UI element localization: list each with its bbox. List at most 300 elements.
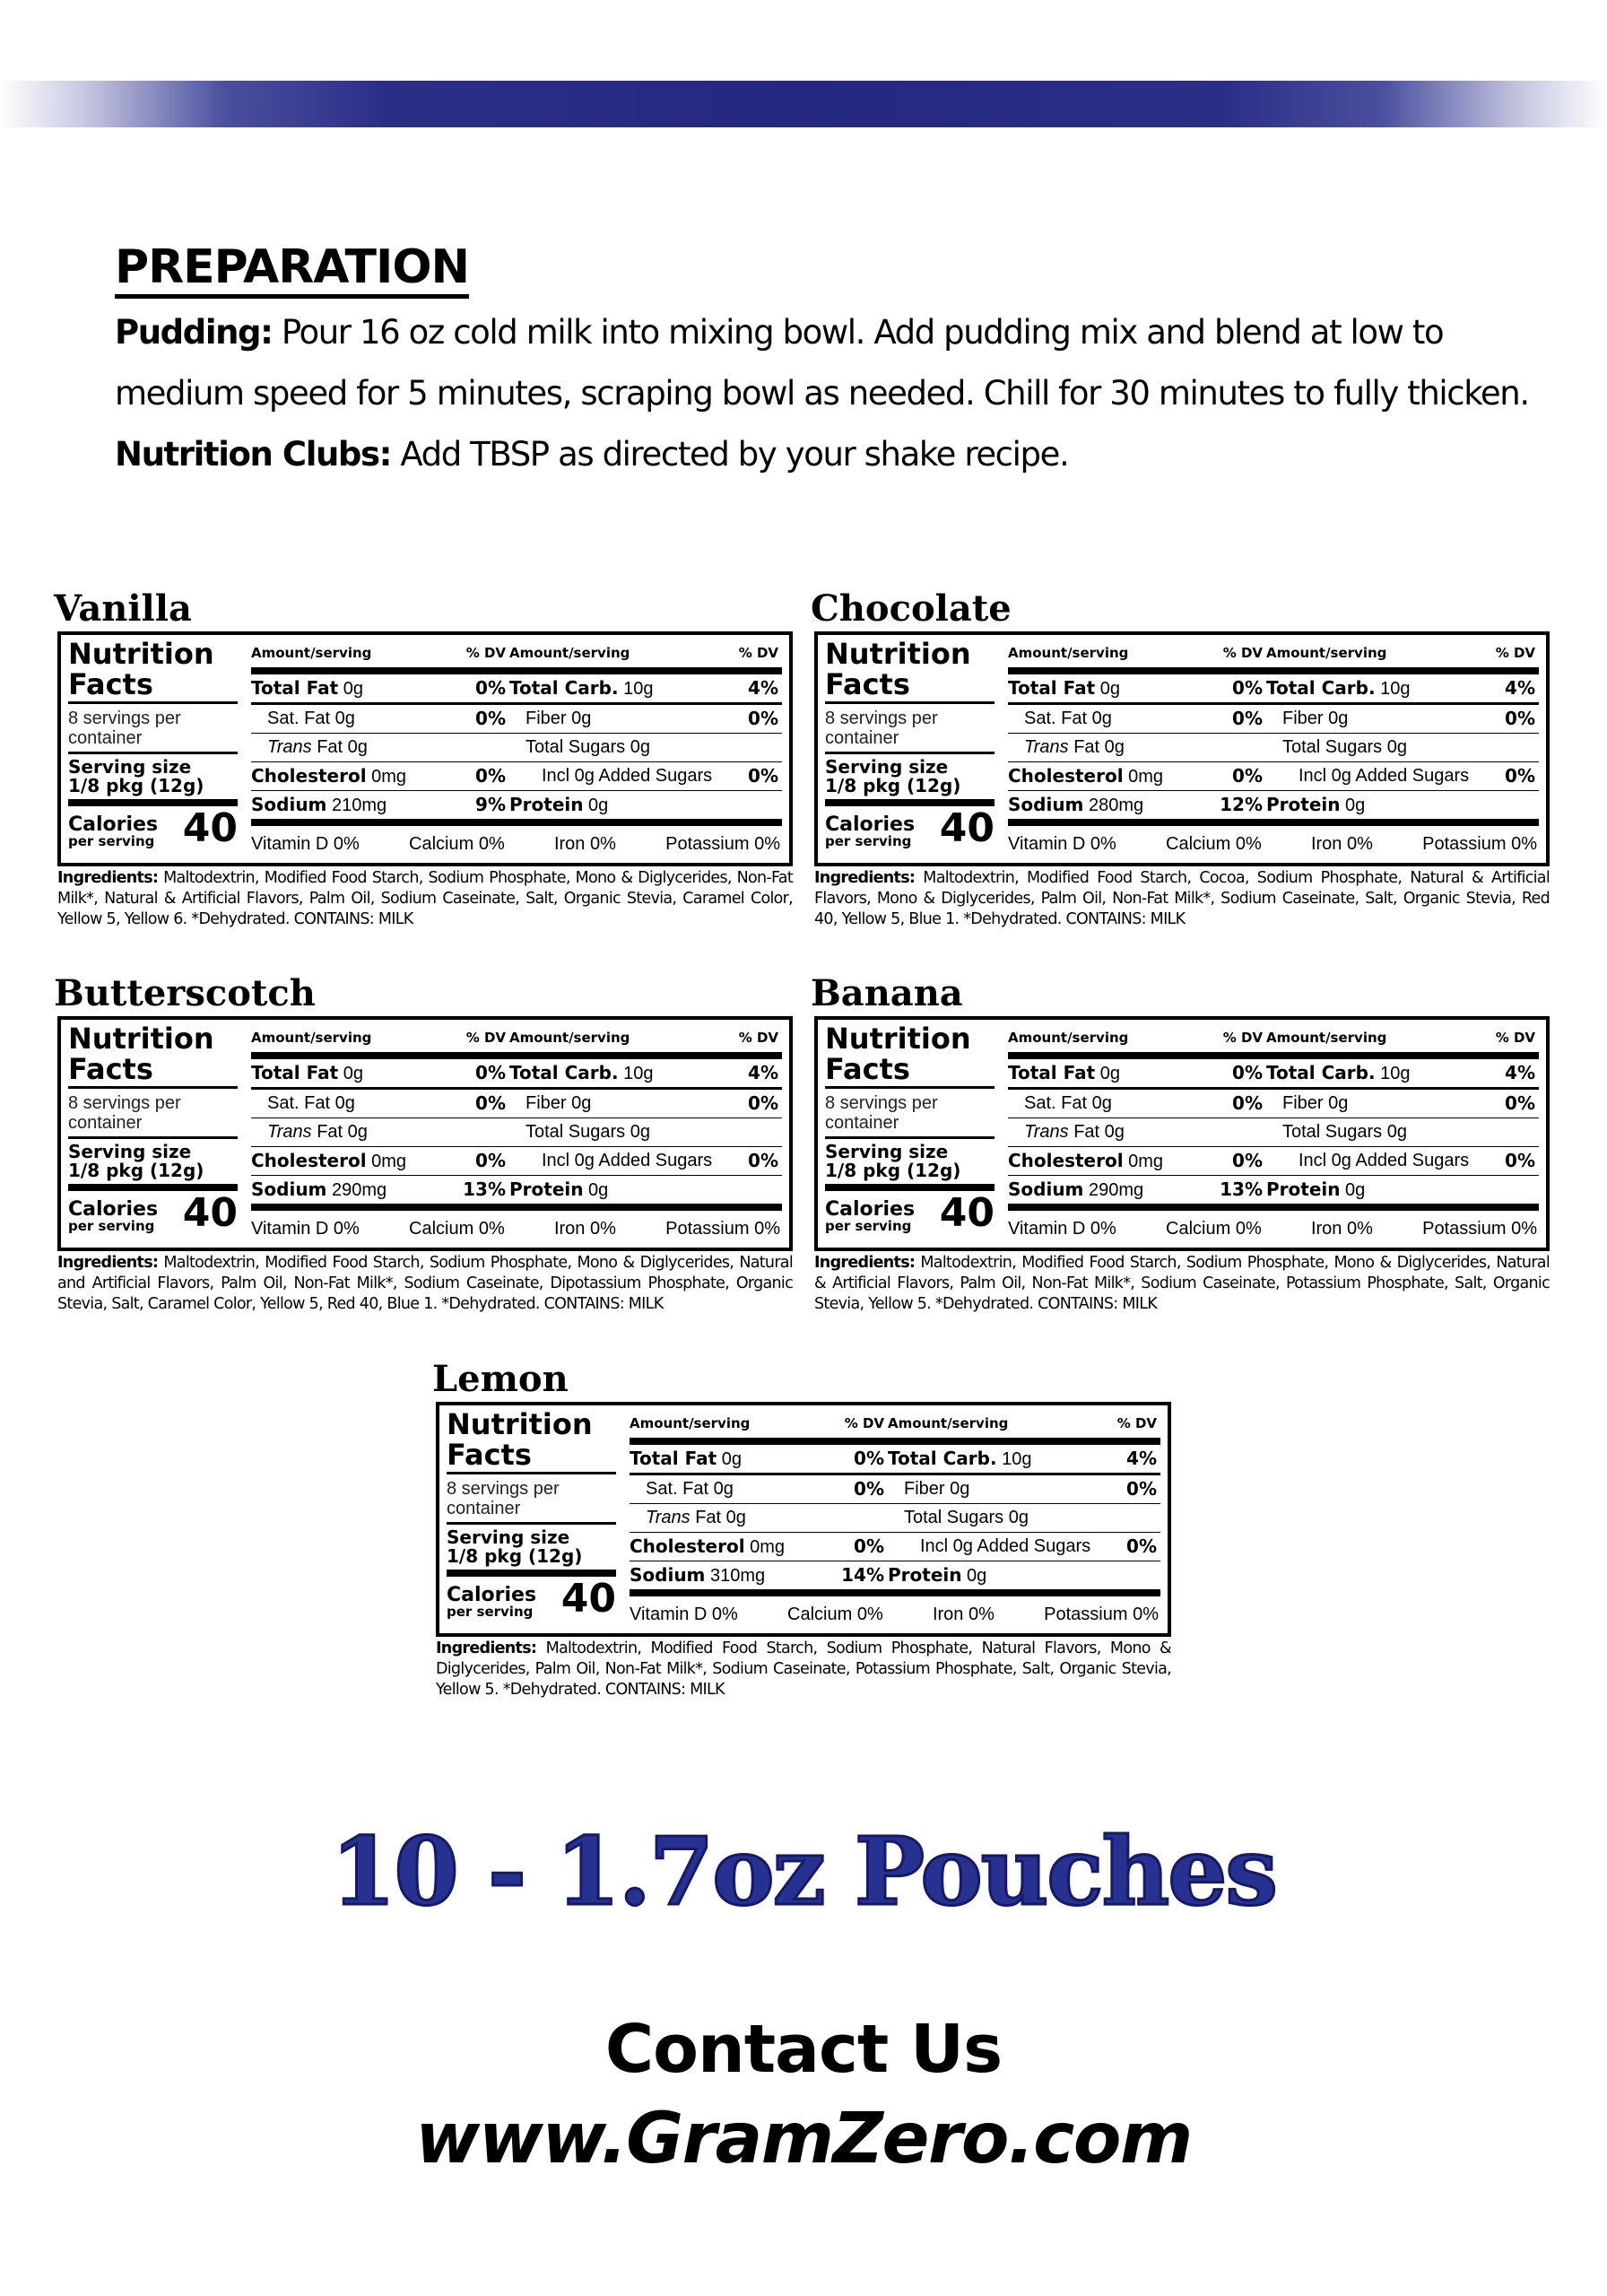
calories-value: 40	[560, 1576, 616, 1622]
dv-header: % DV	[698, 639, 782, 674]
cholesterol-row	[1008, 762, 1194, 791]
calories	[825, 1190, 995, 1236]
sat-fat-dv: 0%	[816, 1475, 888, 1504]
ingredients-label: Ingredients:	[814, 1254, 916, 1272]
servings-per-container: 8 servings per container	[825, 704, 995, 754]
serving-size-value: 1/8 pkg (12g)	[68, 775, 204, 796]
total-carb-amount: 10g	[618, 679, 654, 699]
cholesterol-amount: 0mg	[1123, 767, 1164, 787]
total-fat-dv: 0%	[1194, 1059, 1266, 1090]
total-sugars-row: Total Sugars 0g	[509, 1118, 698, 1147]
vitamin-d: Vitamin D 0%	[630, 1605, 738, 1624]
nutrition-facts-heading: Nutrition Facts	[68, 639, 238, 704]
total-carb-amount: 10g	[1375, 679, 1411, 699]
vitamin-d: Vitamin D 0%	[251, 834, 360, 854]
pouches-headline: 10 - 1.7oz Pouches	[331, 1816, 1276, 1926]
sodium-amount: 290mg	[326, 1180, 387, 1200]
calories-value: 40	[182, 1190, 238, 1236]
amount-header: Amount/serving	[1008, 1023, 1194, 1059]
sodium-row	[1008, 791, 1194, 819]
protein-label: Protein	[509, 1178, 584, 1200]
nutrient-table	[1001, 1020, 1546, 1248]
ingredients-text	[814, 868, 1550, 930]
ingredients-text	[436, 1639, 1171, 1700]
cholesterol-amount: 0mg	[1123, 1152, 1164, 1171]
dv-header: % DV	[1455, 1023, 1539, 1059]
nutrition-summary	[439, 1405, 622, 1633]
nutrition-clubs-instructions: Add TBSP as directed by your shake recipe.	[391, 435, 1069, 474]
cholesterol-label: Cholesterol	[251, 1150, 367, 1171]
amount-header: Amount/serving	[1266, 639, 1455, 674]
total-fat-row	[251, 674, 438, 705]
potassium: Potassium 0%	[665, 834, 780, 854]
nutrition-facts-panel	[814, 631, 1550, 866]
total-fat-dv: 0%	[816, 1445, 888, 1475]
added-sugars-row: Incl 0g Added Sugars	[509, 1147, 698, 1176]
serving-size-label: Serving size	[68, 1141, 192, 1162]
dv-header: % DV	[1194, 1023, 1266, 1059]
nutrition-clubs-label: Nutrition Clubs:	[115, 435, 392, 474]
preparation-section	[115, 240, 1532, 485]
cholesterol-amount: 0mg	[366, 1152, 407, 1171]
protein-dv-blank	[698, 1176, 782, 1204]
protein-dv-blank	[1455, 791, 1539, 819]
top-banner	[0, 81, 1607, 127]
total-sugars-dv-blank	[1076, 1504, 1160, 1533]
total-sugars-row: Total Sugars 0g	[888, 1504, 1076, 1533]
amount-header: Amount/serving	[509, 1023, 698, 1059]
dv-header: % DV	[438, 1023, 509, 1059]
total-sugars-row: Total Sugars 0g	[1266, 1118, 1455, 1147]
flavor-title: Butterscotch	[54, 972, 316, 1014]
protein-dv-blank	[698, 791, 782, 819]
total-carb-dv: 4%	[1455, 1059, 1539, 1090]
ingredients-text	[57, 1253, 793, 1315]
sodium-amount: 280mg	[1083, 796, 1144, 815]
nutrition-facts-heading: Nutrition Facts	[825, 1023, 995, 1089]
sodium-label: Sodium	[1008, 1178, 1084, 1200]
sat-fat-row: Sat. Fat 0g	[251, 1090, 438, 1118]
total-carb-row	[1266, 674, 1455, 705]
ingredients-list: Maltodextrin, Modified Food Starch, Sodium Phosphate, Mono & Diglycerides, Natural & Artificial Flavors, Palm Oil, Non-Fat Milk*, Sodium Caseinate, Potassium Phosphate, Salt, Organic Stevia, Yellow 5. *Dehydrated. CONTAINS: MILK	[814, 1254, 1550, 1313]
ingredients-list: Maltodextrin, Modified Food Starch, Cocoa, Sodium Phosphate, Natural & Artificial Flavors, Mono & Diglycerides, Palm Oil, Non-Fat Milk*, Sodium Caseinate, Salt, Organic Stevia, Red 40, Yellow 5, Blue 1. *Dehydrated. CONTAINS: MILK	[814, 869, 1550, 928]
sat-fat-row: Sat. Fat 0g	[1008, 705, 1194, 734]
per-serving-label: per serving	[68, 833, 155, 849]
per-serving-label: per serving	[825, 833, 912, 849]
fiber-row: Fiber 0g	[1266, 1090, 1455, 1118]
total-fat-amount: 0g	[338, 679, 363, 699]
total-carb-label: Total Carb.	[509, 1062, 619, 1083]
added-sugars-row: Incl 0g Added Sugars	[888, 1533, 1076, 1561]
amount-header: Amount/serving	[1008, 639, 1194, 674]
total-fat-dv: 0%	[438, 1059, 509, 1090]
sodium-row	[251, 791, 438, 819]
nutrition-summary	[61, 1020, 244, 1248]
sat-fat-dv: 0%	[1194, 705, 1266, 734]
amount-header: Amount/serving	[1266, 1023, 1455, 1059]
added-sugars-dv: 0%	[1455, 762, 1539, 791]
sat-fat-row: Sat. Fat 0g	[1008, 1090, 1194, 1118]
sat-fat-dv: 0%	[438, 705, 509, 734]
fiber-dv: 0%	[1076, 1475, 1160, 1504]
calories	[68, 1190, 238, 1236]
total-sugars-dv-blank	[698, 1118, 782, 1147]
nutrition-summary	[818, 1020, 1001, 1248]
flavor-title: Vanilla	[54, 587, 192, 630]
sodium-row	[251, 1176, 438, 1204]
sodium-amount: 290mg	[1083, 1180, 1144, 1200]
protein-label: Protein	[888, 1564, 962, 1586]
cholesterol-label: Cholesterol	[251, 765, 367, 787]
potassium: Potassium 0%	[1422, 1219, 1537, 1239]
total-carb-dv: 4%	[1455, 674, 1539, 705]
cholesterol-label: Cholesterol	[1008, 1150, 1124, 1171]
calories-label-group	[447, 1584, 537, 1620]
cholesterol-amount: 0mg	[366, 767, 407, 787]
ingredients-text	[57, 868, 793, 930]
total-carb-row	[1266, 1059, 1455, 1090]
nutrition-facts-panel	[436, 1402, 1171, 1637]
iron: Iron 0%	[1310, 834, 1373, 854]
cholesterol-dv: 0%	[438, 762, 509, 791]
vitamins-row	[251, 819, 782, 858]
trans-label: Trans	[646, 1508, 691, 1527]
vitamin-d: Vitamin D 0%	[1008, 834, 1116, 854]
dv-header: % DV	[698, 1023, 782, 1059]
serving-size	[68, 1139, 238, 1191]
servings-per-container: 8 servings per container	[68, 704, 238, 754]
nutrition-facts-heading: Nutrition Facts	[68, 1023, 238, 1089]
sodium-row	[1008, 1176, 1194, 1204]
ingredients-label: Ingredients:	[57, 869, 159, 887]
ingredients-list: Maltodextrin, Modified Food Starch, Sodium Phosphate, Natural Flavors, Mono & Diglycerides, Palm Oil, Non-Fat Milk*, Sodium Caseinate, Potassium Phosphate, Salt, Organic Stevia, Yellow 5. *Dehydrated. CONTAINS: MILK	[436, 1639, 1171, 1699]
total-carb-row	[509, 1059, 698, 1090]
trans-label: Trans	[1024, 737, 1069, 757]
trans-fat-row	[1008, 1118, 1194, 1147]
potassium: Potassium 0%	[665, 1219, 780, 1239]
total-fat-row	[630, 1445, 816, 1475]
protein-row	[509, 1176, 698, 1204]
calories-value: 40	[182, 805, 238, 851]
nutrition-facts-panel	[57, 1016, 793, 1251]
trans-fat-row	[251, 1118, 438, 1147]
protein-row	[1266, 1176, 1455, 1204]
preparation-text	[115, 302, 1532, 485]
sodium-label: Sodium	[630, 1564, 706, 1586]
sodium-amount: 210mg	[326, 796, 387, 815]
total-fat-label: Total Fat	[251, 677, 339, 699]
per-serving-label: per serving	[447, 1604, 534, 1620]
total-fat-amount: 0g	[717, 1449, 742, 1469]
protein-amount: 0g	[1340, 1180, 1366, 1200]
trans-fat-row	[630, 1504, 816, 1533]
serving-size-label: Serving size	[825, 1141, 949, 1162]
calcium: Calcium 0%	[409, 834, 505, 854]
amount-header: Amount/serving	[888, 1409, 1076, 1445]
total-carb-dv: 4%	[698, 1059, 782, 1090]
fiber-dv: 0%	[698, 705, 782, 734]
trans-fat-dv-blank	[1194, 734, 1266, 762]
total-fat-amount: 0g	[338, 1064, 363, 1083]
per-serving-label: per serving	[825, 1218, 912, 1234]
vitamins-row	[1008, 1204, 1539, 1243]
serving-size-value: 1/8 pkg (12g)	[825, 775, 961, 796]
ingredients-label: Ingredients:	[436, 1639, 537, 1657]
serving-size-label: Serving size	[447, 1526, 570, 1548]
total-fat-amount: 0g	[1095, 1064, 1120, 1083]
sodium-dv: 13%	[463, 1178, 506, 1200]
fiber-row: Fiber 0g	[509, 705, 698, 734]
total-fat-label: Total Fat	[630, 1448, 717, 1469]
nutrition-summary	[61, 635, 244, 863]
protein-dv-blank	[1076, 1561, 1160, 1589]
vitamin-d: Vitamin D 0%	[251, 1219, 360, 1239]
calories-label-group	[68, 1198, 159, 1234]
ingredients-list: Maltodextrin, Modified Food Starch, Sodium Phosphate, Mono & Diglycerides, Non-Fat Milk*, Natural & Artificial Flavors, Palm Oil, Sodium Caseinate, Salt, Organic Stevia, Caramel Color, Yellow 5, Yellow 6. *Dehydrated. CONTAINS: MILK	[57, 869, 793, 928]
cholesterol-row	[630, 1533, 816, 1561]
total-sugars-dv-blank	[698, 734, 782, 762]
servings-per-container: 8 servings per container	[447, 1474, 616, 1525]
cholesterol-label: Cholesterol	[1008, 765, 1124, 787]
total-carb-row	[509, 674, 698, 705]
sat-fat-row: Sat. Fat 0g	[630, 1475, 816, 1504]
calories-label: Calories	[825, 1198, 916, 1221]
ingredients-label: Ingredients:	[57, 1254, 159, 1272]
protein-label: Protein	[1266, 794, 1341, 815]
dv-header: % DV	[1455, 639, 1539, 674]
flavor-chocolate	[811, 587, 1550, 930]
ingredients-text	[814, 1253, 1550, 1315]
sodium-label: Sodium	[1008, 794, 1084, 815]
cholesterol-row	[251, 762, 438, 791]
trans-fat-row	[1008, 734, 1194, 762]
total-sugars-row: Total Sugars 0g	[509, 734, 698, 762]
flavor-banana	[811, 971, 1550, 1315]
cholesterol-dv: 0%	[1194, 762, 1266, 791]
vitamins-row	[251, 1204, 782, 1243]
nutrition-facts-heading: Nutrition Facts	[447, 1409, 616, 1474]
added-sugars-dv: 0%	[1455, 1147, 1539, 1176]
flavor-butterscotch	[54, 971, 793, 1315]
total-carb-amount: 10g	[996, 1449, 1032, 1469]
sodium-amount: 310mg	[705, 1566, 766, 1586]
total-sugars-dv-blank	[1455, 1118, 1539, 1147]
cholesterol-label: Cholesterol	[630, 1535, 745, 1557]
trans-fat-dv-blank	[438, 1118, 509, 1147]
added-sugars-dv: 0%	[1076, 1533, 1160, 1561]
trans-label: Trans	[267, 737, 312, 757]
ingredients-list: Maltodextrin, Modified Food Starch, Sodium Phosphate, Mono & Diglycerides, Natural and Artificial Flavors, Palm Oil, Non-Fat Milk*, Sodium Caseinate, Dipotassium Phosphate, Organic Stevia, Salt, Caramel Color, Yellow 5, Red 40, Blue 1. *Dehydrated. CONTAINS: MILK	[57, 1254, 793, 1313]
nutrient-table	[244, 1020, 789, 1248]
total-carb-dv: 4%	[1076, 1445, 1160, 1475]
total-fat-dv: 0%	[438, 674, 509, 705]
iron: Iron 0%	[553, 834, 616, 854]
per-serving-label: per serving	[68, 1218, 155, 1234]
amount-header: Amount/serving	[251, 639, 438, 674]
total-carb-amount: 10g	[618, 1064, 654, 1083]
nutrition-facts-panel	[814, 1016, 1550, 1251]
trans-fat-amount: Fat 0g	[1068, 737, 1125, 757]
sodium-dv: 12%	[1220, 794, 1263, 815]
trans-fat-row	[251, 734, 438, 762]
iron: Iron 0%	[1310, 1219, 1373, 1239]
cholesterol-row	[1008, 1147, 1194, 1176]
amount-header: Amount/serving	[251, 1023, 438, 1059]
calories-value: 40	[939, 805, 995, 851]
protein-row	[1266, 791, 1455, 819]
serving-size	[825, 1139, 995, 1191]
amount-header: Amount/serving	[630, 1409, 816, 1445]
added-sugars-dv: 0%	[698, 762, 782, 791]
ingredients-label: Ingredients:	[814, 869, 916, 887]
total-carb-dv: 4%	[698, 674, 782, 705]
serving-size-label: Serving size	[825, 756, 949, 778]
trans-fat-amount: Fat 0g	[311, 737, 368, 757]
nutrient-grid	[251, 639, 782, 819]
trans-label: Trans	[1024, 1122, 1069, 1142]
sodium-label: Sodium	[251, 1178, 327, 1200]
trans-fat-amount: Fat 0g	[1068, 1122, 1125, 1142]
cholesterol-dv: 0%	[1194, 1147, 1266, 1176]
trans-label: Trans	[267, 1122, 312, 1142]
nutrient-grid	[251, 1023, 782, 1204]
calories-label-group	[825, 1198, 916, 1234]
protein-amount: 0g	[583, 1180, 609, 1200]
flavor-vanilla	[54, 587, 793, 930]
serving-size-label: Serving size	[68, 756, 192, 778]
nutrition-summary	[818, 635, 1001, 863]
calories-label: Calories	[68, 1198, 159, 1221]
serving-size	[825, 754, 995, 806]
protein-amount: 0g	[1340, 796, 1366, 815]
fiber-dv: 0%	[1455, 705, 1539, 734]
dv-header: % DV	[1076, 1409, 1160, 1445]
calories-label: Calories	[447, 1584, 537, 1606]
pudding-label: Pudding:	[115, 313, 273, 352]
protein-label: Protein	[509, 794, 584, 815]
sodium-dv: 14%	[841, 1564, 884, 1586]
preparation-title: PREPARATION	[115, 240, 469, 299]
iron: Iron 0%	[932, 1605, 995, 1624]
flavor-lemon	[432, 1357, 1171, 1700]
iron: Iron 0%	[553, 1219, 616, 1239]
serving-size-value: 1/8 pkg (12g)	[68, 1160, 204, 1181]
nutrition-facts-heading: Nutrition Facts	[825, 639, 995, 704]
fiber-dv: 0%	[698, 1090, 782, 1118]
nutrient-grid	[630, 1409, 1160, 1589]
total-fat-label: Total Fat	[1008, 1062, 1096, 1083]
calories-value: 40	[939, 1190, 995, 1236]
calories-label-group	[68, 813, 159, 849]
nutrient-table	[244, 635, 789, 863]
trans-fat-amount: Fat 0g	[311, 1122, 368, 1142]
calories-label: Calories	[68, 813, 159, 836]
serving-size	[68, 754, 238, 806]
flavor-title: Chocolate	[811, 587, 1012, 630]
cholesterol-dv: 0%	[438, 1147, 509, 1176]
sodium-dv: 13%	[1220, 1178, 1263, 1200]
total-carb-label: Total Carb.	[888, 1448, 997, 1469]
contact-title: Contact Us	[604, 2011, 1003, 2088]
total-carb-amount: 10g	[1375, 1064, 1411, 1083]
sat-fat-row: Sat. Fat 0g	[251, 705, 438, 734]
total-fat-amount: 0g	[1095, 679, 1120, 699]
calcium: Calcium 0%	[787, 1605, 883, 1624]
nutrient-grid	[1008, 1023, 1539, 1204]
total-sugars-dv-blank	[1455, 734, 1539, 762]
calories-label-group	[825, 813, 916, 849]
nutrient-grid	[1008, 639, 1539, 819]
total-fat-label: Total Fat	[1008, 677, 1096, 699]
serving-size-value: 1/8 pkg (12g)	[447, 1545, 583, 1567]
protein-amount: 0g	[961, 1566, 987, 1586]
sat-fat-dv: 0%	[438, 1090, 509, 1118]
trans-fat-dv-blank	[816, 1504, 888, 1533]
calcium: Calcium 0%	[1166, 1219, 1262, 1239]
sat-fat-dv: 0%	[1194, 1090, 1266, 1118]
protein-dv-blank	[1455, 1176, 1539, 1204]
fiber-row: Fiber 0g	[1266, 705, 1455, 734]
fiber-row: Fiber 0g	[888, 1475, 1076, 1504]
calories	[68, 805, 238, 851]
total-fat-row	[251, 1059, 438, 1090]
total-sugars-row: Total Sugars 0g	[1266, 734, 1455, 762]
calories	[825, 805, 995, 851]
total-carb-row	[888, 1445, 1076, 1475]
cholesterol-row	[251, 1147, 438, 1176]
calcium: Calcium 0%	[1166, 834, 1262, 854]
protein-row	[888, 1561, 1076, 1589]
sodium-row	[630, 1561, 816, 1589]
added-sugars-row: Incl 0g Added Sugars	[1266, 762, 1455, 791]
total-fat-label: Total Fat	[251, 1062, 339, 1083]
trans-fat-amount: Fat 0g	[690, 1508, 746, 1527]
sodium-label: Sodium	[251, 794, 327, 815]
fiber-dv: 0%	[1455, 1090, 1539, 1118]
calories	[447, 1576, 616, 1622]
added-sugars-row: Incl 0g Added Sugars	[1266, 1147, 1455, 1176]
nutrition-facts-panel	[57, 631, 793, 866]
total-carb-label: Total Carb.	[509, 677, 619, 699]
serving-size-value: 1/8 pkg (12g)	[825, 1160, 961, 1181]
trans-fat-dv-blank	[438, 734, 509, 762]
added-sugars-row: Incl 0g Added Sugars	[509, 762, 698, 791]
total-fat-row	[1008, 1059, 1194, 1090]
sodium-dv: 9%	[475, 794, 506, 815]
servings-per-container: 8 servings per container	[68, 1089, 238, 1139]
total-carb-label: Total Carb.	[1266, 677, 1376, 699]
added-sugars-dv: 0%	[698, 1147, 782, 1176]
total-carb-label: Total Carb.	[1266, 1062, 1376, 1083]
vitamins-row	[1008, 819, 1539, 858]
nutrient-table	[622, 1405, 1168, 1633]
vitamins-row	[630, 1589, 1160, 1629]
servings-per-container: 8 servings per container	[825, 1089, 995, 1139]
protein-row	[509, 791, 698, 819]
amount-header: Amount/serving	[509, 639, 698, 674]
calcium: Calcium 0%	[409, 1219, 505, 1239]
pudding-instructions: Pour 16 oz cold milk into mixing bowl. Add pudding mix and blend at low to medium speed for 5 minutes, scraping bowl as needed. Chill for 30 minutes to fully thicken.	[115, 313, 1529, 413]
serving-size	[447, 1525, 616, 1577]
fiber-row: Fiber 0g	[509, 1090, 698, 1118]
potassium: Potassium 0%	[1044, 1605, 1159, 1624]
protein-label: Protein	[1266, 1178, 1341, 1200]
cholesterol-dv: 0%	[816, 1533, 888, 1561]
total-fat-row	[1008, 674, 1194, 705]
dv-header: % DV	[1194, 639, 1266, 674]
cholesterol-amount: 0mg	[744, 1537, 786, 1557]
website-link[interactable]: www.GramZero.com	[415, 2099, 1192, 2179]
